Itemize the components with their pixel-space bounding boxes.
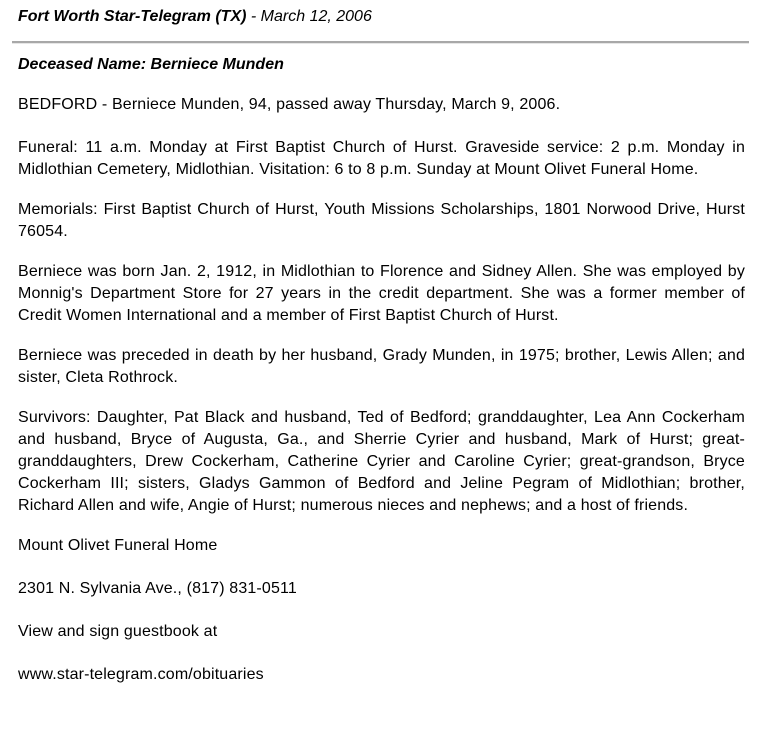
- preceded-paragraph: Berniece was preceded in death by her husband, Grady Munden, in 1975; brother, Lewis Allen; and sister, Cleta Rothrock.: [18, 347, 745, 386]
- funeral-paragraph: Funeral: 11 a.m. Monday at First Baptist Church of Hurst. Graveside service: 2 p.m. Monday in Midlothian Cemetery, Midlothian. Visitation: 6 to 8 p.m. Sunday at Mount Olivet Funeral Home.: [18, 139, 745, 178]
- publication-date: March 12, 2006: [260, 8, 372, 25]
- newspaper-name: Fort Worth Star-Telegram (TX): [18, 8, 247, 25]
- guestbook-text: View and sign guestbook at: [18, 623, 218, 640]
- funeral-home-address: 2301 N. Sylvania Ave., (817) 831-0511: [18, 580, 297, 597]
- obituary-body: [18, 94, 745, 707]
- guestbook-url: www.star-telegram.com/obituaries: [18, 666, 264, 683]
- opening-paragraph: BEDFORD - Berniece Munden, 94, passed away Thursday, March 9, 2006.: [18, 96, 561, 113]
- header-separator: -: [246, 8, 261, 25]
- deceased-name-heading: Deceased Name: Berniece Munden: [18, 56, 284, 73]
- newspaper-header: [18, 8, 372, 26]
- memorials-paragraph: Memorials: First Baptist Church of Hurst, Youth Missions Scholarships, 1801 Norwood Drive, Hurst 76054.: [18, 201, 745, 240]
- biography-paragraph: Berniece was born Jan. 2, 1912, in Midlothian to Florence and Sidney Allen. She was employed by Monnig's Department Store for 27 years in the credit department. She was a former member of Credit Women International and a member of First Baptist Church of Hurst.: [18, 263, 745, 324]
- funeral-home-name: Mount Olivet Funeral Home: [18, 537, 218, 554]
- survivors-paragraph: Survivors: Daughter, Pat Black and husband, Ted of Bedford; granddaughter, Lea Ann Cockerham and husband, Bryce of Augusta, Ga., and Sherrie Cyrier and husband, Mark of Hurst; great-granddaughters, Drew Cockerham, Catherine Cyrier and Caroline Cyrier; great-grandson, Bryce Cockerham III; sisters, Gladys Gammon of Bedford and Jeline Pegram of Midlothian; brother, Richard Allen and wife, Angie of Hurst; numerous nieces and nephews; and a host of friends.: [18, 409, 745, 514]
- header-divider: [12, 41, 749, 44]
